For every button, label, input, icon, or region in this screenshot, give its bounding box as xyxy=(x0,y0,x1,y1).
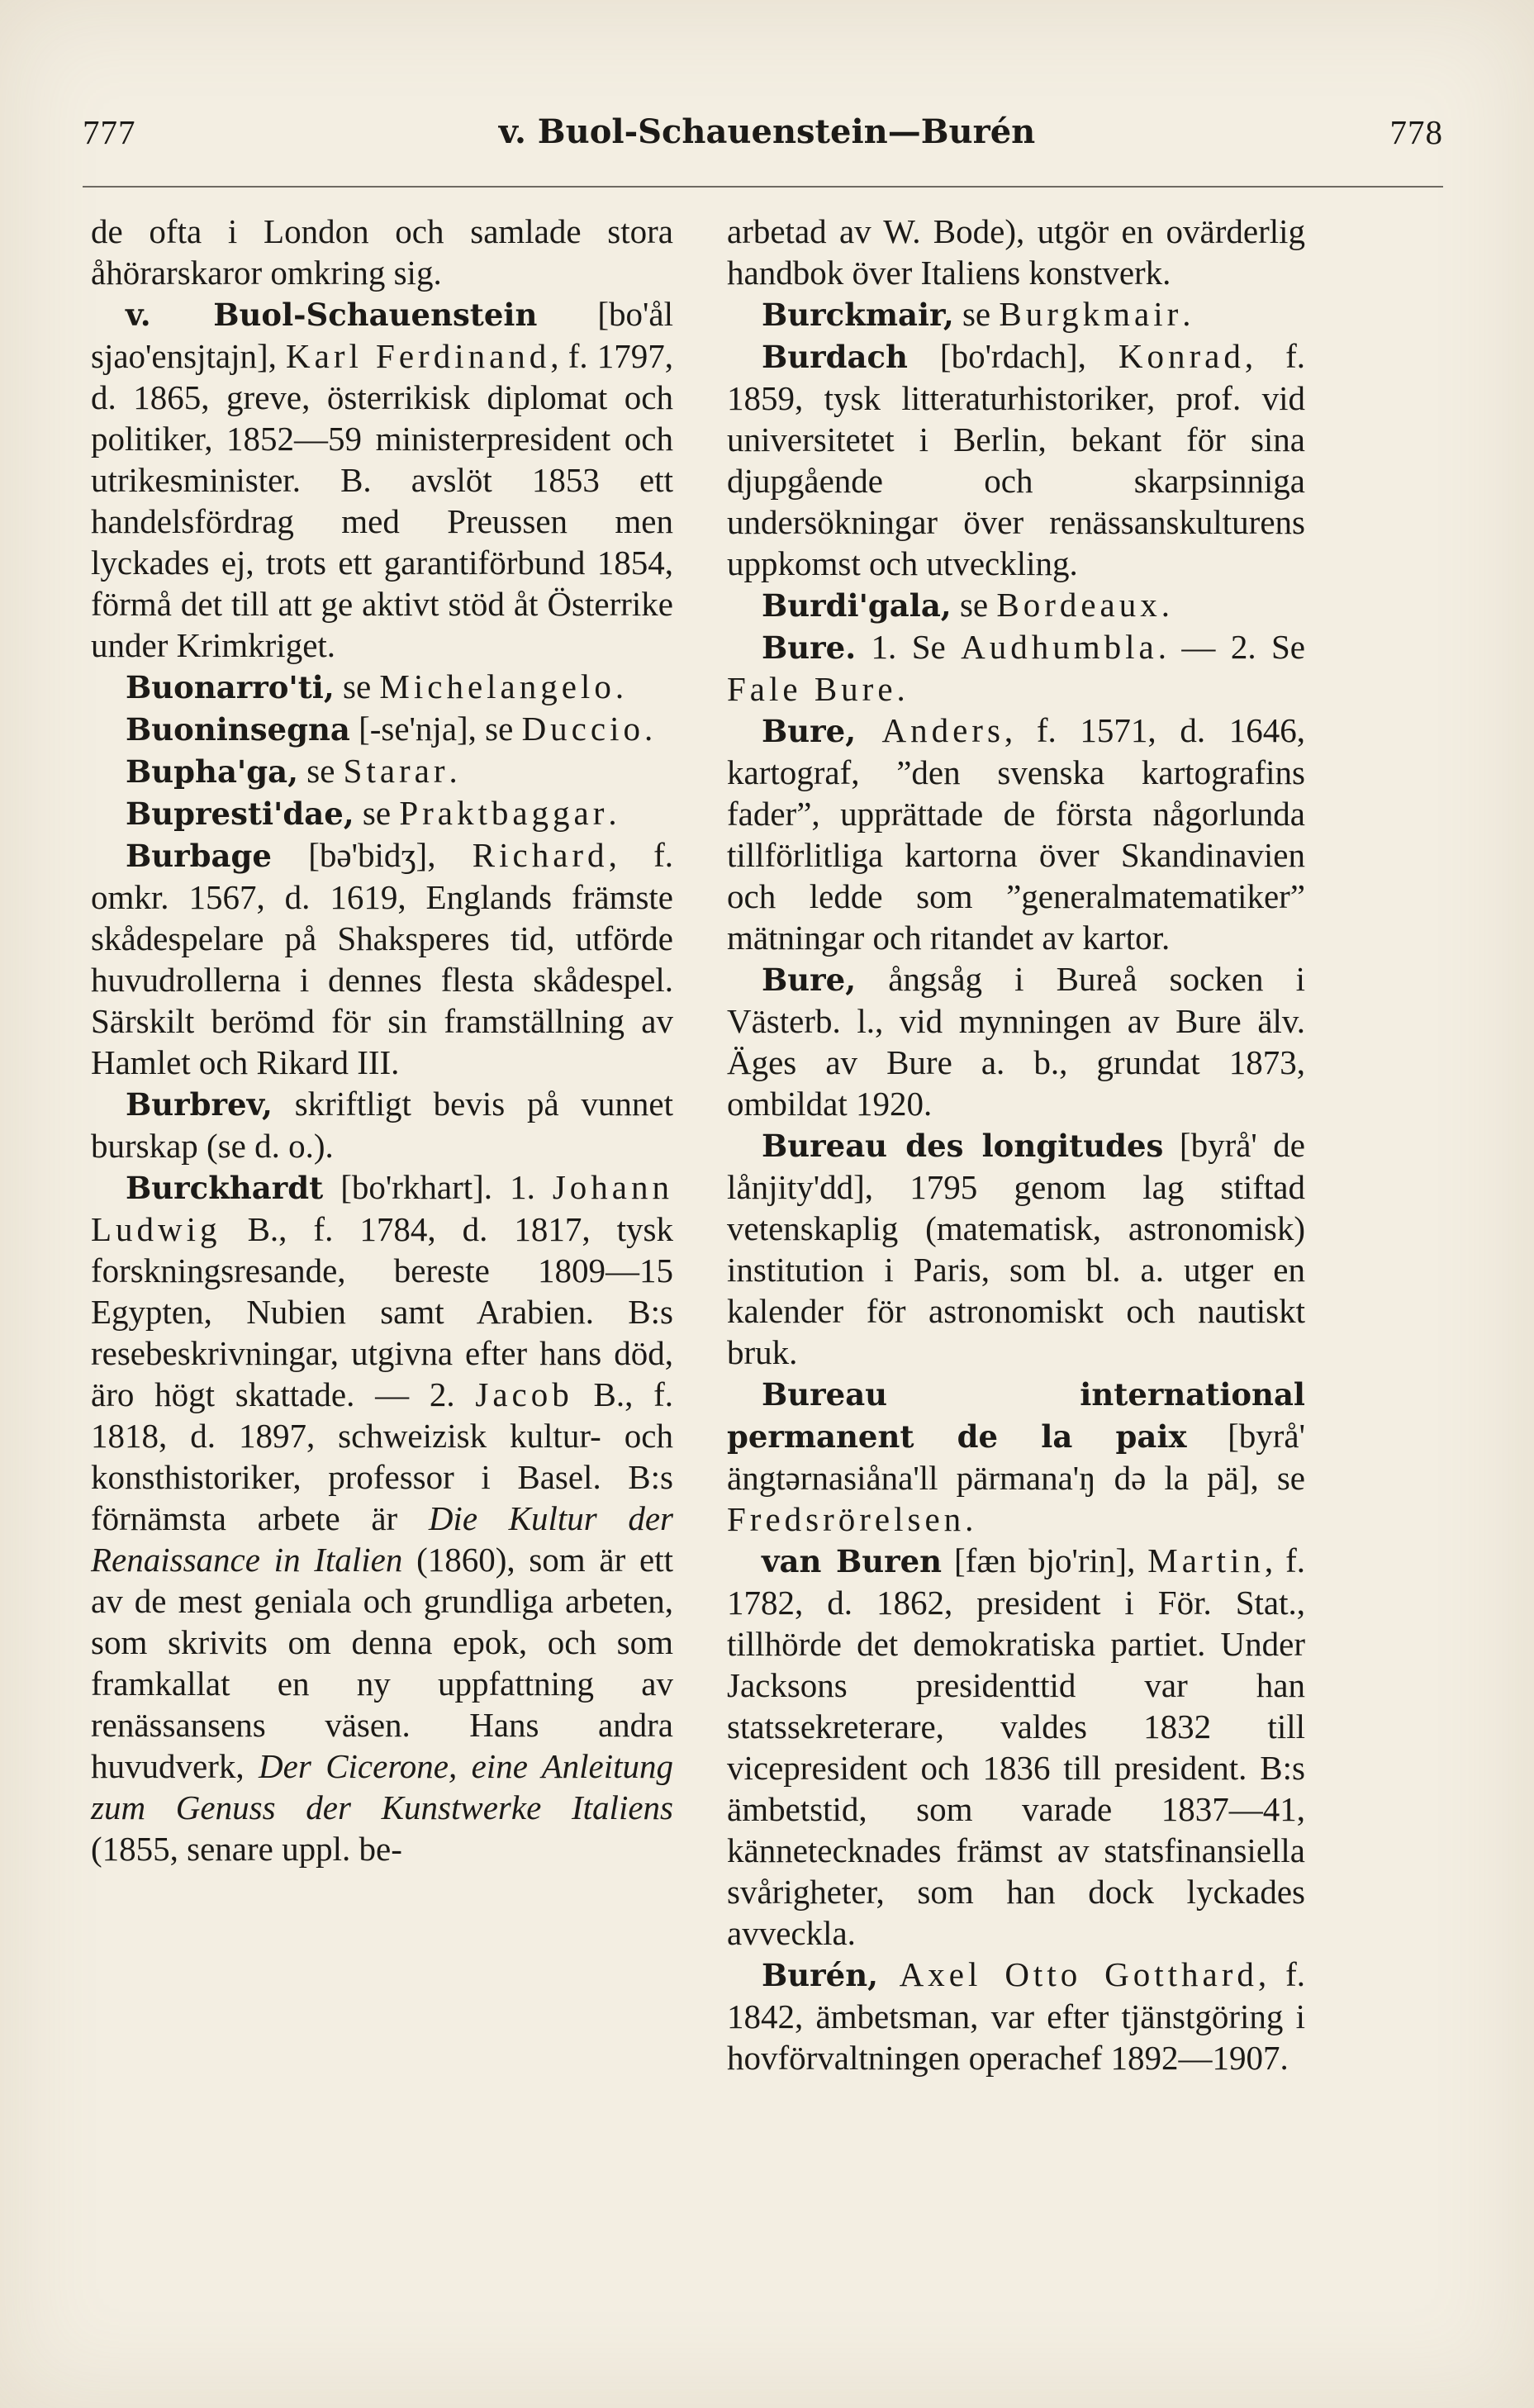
entry-text: . xyxy=(608,794,617,832)
entry-text: [byrå' de lånjity'dd], 1795 genom lag stiftad vetenskaplig (matematisk, astronomisk) institution i Paris, som bl. a. utger en kalender för astronomiskt och nautiskt bruk. xyxy=(727,1126,1306,1371)
cross-reference: Burgkmair xyxy=(999,295,1183,333)
pronunciation: [bo'rdach], xyxy=(907,337,1118,375)
entry-text: , f. 1859, tysk litteraturhistoriker, prof. vid universitetet i Berlin, bekant för sina djupgående och skarpsinniga undersökningar över renässanskulturens uppkomst och utveckling. xyxy=(727,337,1306,582)
person-name: Axel Otto Gotthard xyxy=(878,1955,1258,1993)
entry-text: , f. omkr. 1567, d. 1619, Englands främste skådespelare på Shaksperes tid, utförde huvudrollerna i dennes flesta skådespel. Särskilt berömd för sin framställning av Hamlet och Rikard III. xyxy=(91,836,674,1081)
entry-van-buren xyxy=(727,1540,1305,1954)
headword: Burén, xyxy=(762,1957,878,1993)
left-column xyxy=(91,211,673,1869)
entry-text: . xyxy=(615,667,625,705)
cross-reference: Praktbaggar xyxy=(399,794,609,832)
entry-text: , f. 1842, ämbetsman, var efter tjänstgöring i hovförvaltningen operachef 1892—1907. xyxy=(727,1955,1306,2077)
work-title: Die Kultur der Renaissance in Italien xyxy=(91,1499,673,1579)
page-header xyxy=(83,112,1451,162)
entry-continuation: arbetad av W. Bode), utgör en ovärderlig handbok över Italiens konstverk. xyxy=(727,212,1305,292)
entry-text: se xyxy=(951,586,997,624)
person-name: Martin xyxy=(1147,1541,1265,1579)
person-name: Richard xyxy=(472,836,609,874)
entry-bureau-international xyxy=(727,1373,1305,1540)
entry-buoninsegna xyxy=(91,708,673,750)
entry-text: se xyxy=(953,295,1000,333)
headword: v. Buol-Schauenstein xyxy=(126,297,538,333)
headword: Burdi'gala, xyxy=(762,587,952,624)
cross-reference: Starar xyxy=(343,752,449,790)
cross-reference: Fredsrörelsen xyxy=(727,1500,966,1538)
headword: Bure, xyxy=(762,962,857,998)
entry-buphaga xyxy=(91,750,673,792)
entry-text: . xyxy=(965,1500,974,1538)
entry-text: , f. 1797, d. 1865, greve, österrikisk diplomat och politiker, 1852—59 ministerpresident och utrikesminister. B. avslöt 1853 ett handelsfördrag med Preussen men lyckades ej, trots ett garantiförbund 1854, förmå det till att ge aktivt stöd åt Österrike under Krimkriget. xyxy=(91,337,674,664)
entry-text: (1860), som är ett av de mest geniala och grundliga arbeten, som skrivits om denna epok, och som framkallat en ny uppfattning av renässansens väsen. Hans andra huvudverk, xyxy=(91,1541,673,1785)
entry-text: . xyxy=(644,710,653,748)
cross-reference: Audhumbla xyxy=(961,628,1158,666)
entry-text: . — 2. Se xyxy=(1157,628,1306,666)
pronunciation: [bo'rkhart]. 1. xyxy=(323,1168,553,1206)
page-number-left: 777 xyxy=(83,113,136,151)
headword: Buonarro'ti, xyxy=(126,669,335,705)
entry-burdigala xyxy=(727,584,1305,626)
cross-reference: Duccio xyxy=(521,710,644,748)
entry-text: se xyxy=(354,794,400,832)
headword: Bureau des longitudes xyxy=(762,1128,1164,1164)
entry-text: [-se'nja], se xyxy=(349,710,522,748)
headword: Burbrev, xyxy=(126,1086,273,1123)
entry-buren xyxy=(727,1954,1305,2078)
entry-text: B., f. 1784, d. 1817, tysk forskningsresande, bereste 1809—15 Egypten, Nubien samt Arabien. B:s resebeskrivningar, utgivna efter hans död, äro högt skattade. — 2. xyxy=(91,1210,673,1413)
entry-buprestidae xyxy=(91,792,673,834)
entry-text: B., f. 1818, d. 1897, schweizisk kultur- och konsthistoriker, professor i Basel. B:s förnämsta arbete är xyxy=(91,1375,674,1537)
headword: Bureau international permanent de la paix xyxy=(727,1376,1305,1455)
person-name: Konrad xyxy=(1118,337,1245,375)
headword: Bure, xyxy=(762,713,857,749)
entry-text: 1. Se xyxy=(856,628,962,666)
cross-reference: Bordeaux xyxy=(996,586,1161,624)
entry-text: se xyxy=(334,667,380,705)
entry-text: se xyxy=(297,752,344,790)
entry-text: . xyxy=(1161,586,1170,624)
entry-bure-anders xyxy=(727,710,1305,958)
page-number-right: 778 xyxy=(1389,113,1443,151)
cross-reference: Fale Bure xyxy=(727,670,897,708)
entry-text: . xyxy=(1182,295,1191,333)
entry-text: , f. 1782, d. 1862, president i För. Stat., tillhörde det demokratiska partiet. Under Jacksons presidenttid var han statssekreterare, valdes 1832 till vicepresident och 1836 till president. B:s ämbetstid, som varade 1837—41, kännetecknades främst av statsfinansiella svårigheter, som han dock lyckades avveckla. xyxy=(727,1541,1305,1952)
person-name: Johann Ludwig xyxy=(91,1168,673,1248)
entry-buol-schauenstein xyxy=(91,293,673,666)
entry-buonarroti xyxy=(91,666,673,708)
person-name: Jacob xyxy=(475,1375,573,1413)
entry-burbage xyxy=(91,834,673,1083)
headword: Burdach xyxy=(762,339,908,375)
entry-burckmair xyxy=(727,293,1305,335)
entry-text: ångsåg i Bureå socken i Västerb. l., vid mynningen av Bure älv. Äges av Bure a. b., grundat 1873, ombildat 1920. xyxy=(727,960,1305,1123)
entry-continuation: de ofta i London och samlade stora åhörarskaror omkring sig. xyxy=(91,212,673,292)
person-name: Karl Ferdinand xyxy=(286,337,551,375)
headword: Burbage xyxy=(126,838,272,874)
entry-burckhardt xyxy=(91,1166,673,1869)
entry-bureau-des-longitudes xyxy=(727,1124,1305,1373)
right-column xyxy=(727,211,1305,2078)
entry-text: [byrå' ängtərnasiåna'll pärmana'ŋ də la pä], se xyxy=(727,1417,1305,1497)
pronunciation: [bo'ål sjao'ensjtajn], xyxy=(91,295,673,375)
pronunciation: [fæn bjo'rin], xyxy=(942,1541,1148,1579)
headword: Burckhardt xyxy=(126,1170,324,1206)
entry-text: skriftligt bevis på vunnet burskap (se d. o.). xyxy=(91,1085,673,1165)
entry-text: (1855, senare uppl. be- xyxy=(91,1830,402,1868)
cross-reference: Michelangelo xyxy=(379,667,615,705)
running-title: v. Buol-Schauenstein—Burén xyxy=(498,112,1036,151)
headword: Bupresti'dae, xyxy=(126,796,354,832)
headword: Bupha'ga, xyxy=(126,753,298,790)
header-rule xyxy=(83,186,1443,188)
pronunciation: [bə'bidʒ], xyxy=(271,836,473,874)
headword: Burckmair, xyxy=(762,297,954,333)
headword: Buoninsegna xyxy=(126,711,350,748)
entry-text: . xyxy=(896,670,905,708)
headword: van Buren xyxy=(762,1543,943,1579)
work-title: Der Cicerone, eine Anleitung zum Genuss der Kunstwerke Italiens xyxy=(91,1747,673,1826)
entry-burdach xyxy=(727,335,1305,584)
entry-burbrev xyxy=(91,1083,673,1166)
person-name: Anders xyxy=(856,711,1004,749)
entry-text: . xyxy=(449,752,458,790)
entry-text: , f. 1571, d. 1646, kartograf, ”den svenska kartografins fader”, upprättade de första någorlunda tillförlitliga kartorna över Skandinavien och ledde som ”generalmatematiker” mätningar och ritandet av kartor. xyxy=(727,711,1306,957)
entry-bure-1 xyxy=(727,626,1305,710)
entry-bure-angsag xyxy=(727,958,1305,1124)
headword: Bure. xyxy=(762,629,857,666)
